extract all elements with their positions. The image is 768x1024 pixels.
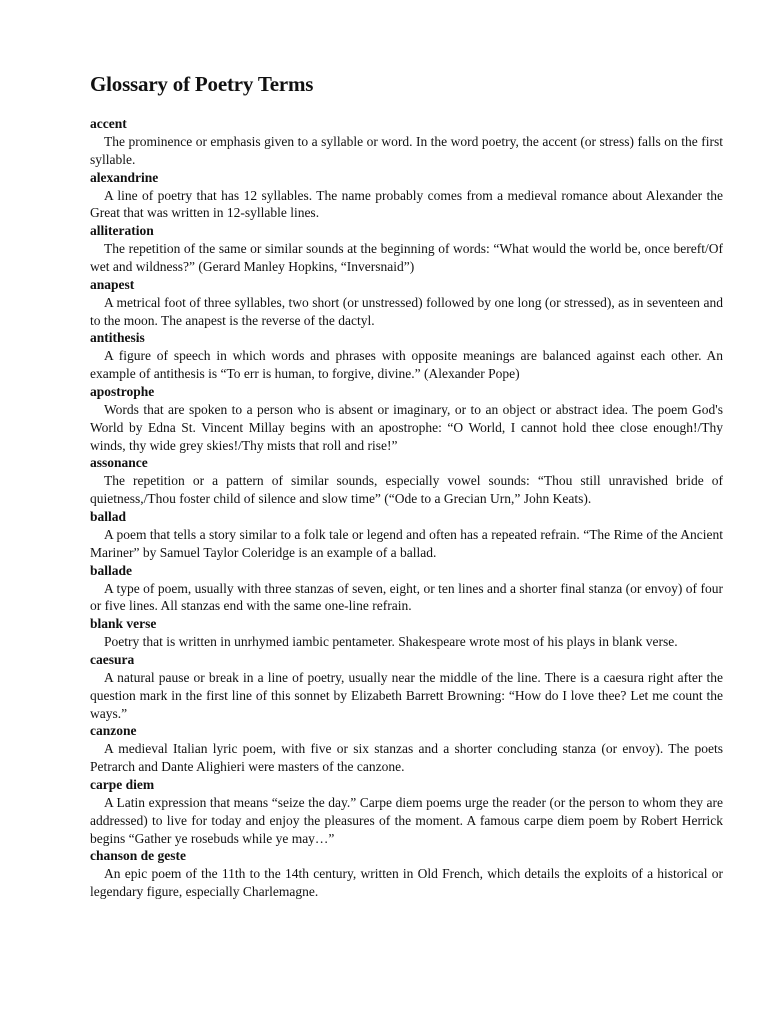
glossary-term: canzone (90, 723, 137, 739)
glossary-entry (90, 615, 723, 651)
glossary-entry (90, 115, 723, 169)
glossary-term: ballad (90, 508, 127, 524)
glossary-term: alliteration (90, 223, 154, 239)
glossary-entry (90, 454, 723, 508)
glossary-term: ballade (90, 562, 133, 578)
glossary-definition: Words that are spoken to a person who is absent or imaginary, or to an object or abstract idea. The poem God's World by Edna St. Vincent Millay begins with an apostrophe: “O World, I cannot hold thee close enough!/Thy winds, thy wide grey skies!/Thy mists that roll and rise!” (90, 401, 723, 453)
glossary-term: accent (90, 116, 127, 131)
glossary-term: anapest (90, 276, 135, 292)
glossary-entry (90, 169, 723, 223)
glossary-entry (90, 383, 723, 454)
glossary-list (90, 115, 723, 901)
glossary-definition: A figure of speech in which words and phrases with opposite meanings are balanced against each other. An example of antithesis is “To err is human, to forgive, divine.” (Alexander Pope) (90, 348, 723, 382)
glossary-term: assonance (90, 455, 148, 471)
glossary-entry (90, 722, 723, 776)
glossary-definition: A type of poem, usually with three stanzas of seven, eight, or ten lines and a shorter final stanza (or envoy) of four or five lines. All stanzas end with the same one-line refrain. (90, 580, 723, 614)
glossary-term: antithesis (90, 330, 145, 346)
glossary-entry (90, 651, 723, 722)
glossary-definition: The repetition of the same or similar sounds at the beginning of words: “What would the world be, once bereft/Of wet and wildness?” (Gerard Manley Hopkins, “Inversnaid”) (90, 241, 723, 274)
glossary-term: carpe diem (90, 776, 155, 792)
page-title: Glossary of Poetry Terms (90, 72, 314, 96)
document-page (90, 70, 723, 901)
glossary-definition: A line of poetry that has 12 syllables. The name probably comes from a medieval romance about Alexander the Great that was written in 12-syllable lines. (90, 187, 723, 221)
glossary-entry (90, 847, 723, 901)
glossary-definition: Poetry that is written in unrhymed iambic pentameter. Shakespeare wrote most of his plays in blank verse. (104, 634, 678, 650)
glossary-definition: A poem that tells a story similar to a folk tale or legend and often has a repeated refrain. “The Rime of the Ancient Mariner” by Samuel Taylor Coleridge is an example of a ballad. (90, 526, 723, 560)
glossary-term: alexandrine (90, 169, 159, 185)
glossary-term: apostrophe (90, 383, 155, 399)
glossary-term: caesura (90, 651, 135, 667)
glossary-entry (90, 776, 723, 847)
glossary-entry (90, 329, 723, 383)
glossary-definition: The repetition or a pattern of similar sounds, especially vowel sounds: “Thou still unravished bride of quietness,/Thou foster child of silence and slow time” (“Ode to a Grecian Urn,” John Keats). (90, 473, 723, 507)
glossary-definition: A natural pause or break in a line of poetry, usually near the middle of the line. There is a caesura right after the question mark in the first line of this sonnet by Elizabeth Barrett Browning: “How do I love thee? Let me count the ways.” (90, 669, 723, 721)
glossary-entry (90, 222, 723, 276)
glossary-term: blank verse (90, 616, 157, 632)
glossary-definition: A medieval Italian lyric poem, with five or six stanzas and a shorter concluding stanza (or envoy). The poets Petrarch and Dante Alighieri were masters of the canzone. (90, 741, 723, 775)
glossary-entry (90, 562, 723, 616)
glossary-definition: A metrical foot of three syllables, two short (or unstressed) followed by one long (or stressed), as in seventeen and to the moon. The anapest is the reverse of the dactyl. (90, 294, 723, 328)
glossary-entry (90, 276, 723, 330)
glossary-term: chanson de geste (90, 848, 187, 864)
glossary-definition: An epic poem of the 11th to the 14th century, written in Old French, which details the exploits of a historical or legendary figure, especially Charlemagne. (90, 866, 723, 900)
glossary-definition: A Latin expression that means “seize the day.” Carpe diem poems urge the reader (or the person to whom they are addressed) to live for today and enjoy the pleasures of the moment. A famous carpe diem poem by Robert Herrick begins “Gather ye rosebuds while ye may…” (90, 794, 723, 846)
glossary-definition: The prominence or emphasis given to a syllable or word. In the word poetry, the accent (or stress) falls on the first syllable. (90, 134, 723, 167)
glossary-entry (90, 508, 723, 562)
